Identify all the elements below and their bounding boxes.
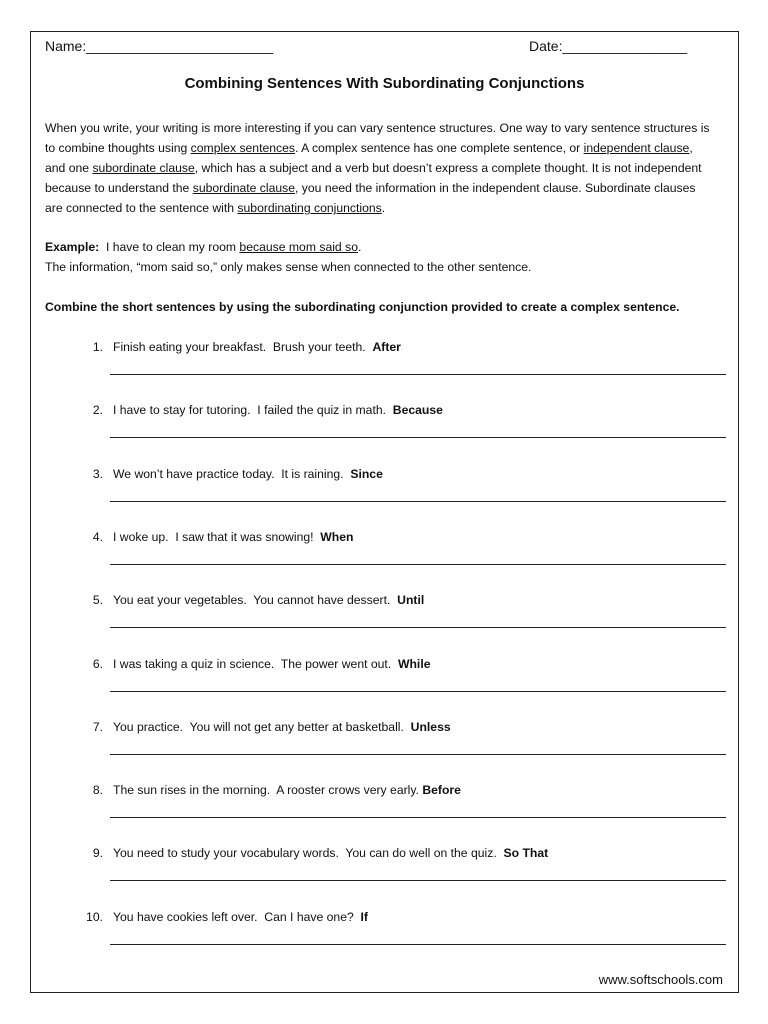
conjunction-label: When — [320, 529, 354, 544]
answer-line[interactable] — [110, 374, 726, 375]
conjunction-label: Since — [350, 466, 383, 481]
conjunction-label: Before — [422, 783, 461, 798]
question-number: 1. — [92, 340, 103, 354]
website-footer: www.softschools.com — [598, 972, 723, 987]
example-text: I have to clean my room — [99, 240, 240, 254]
question-item — [31, 467, 738, 507]
question-item — [31, 593, 738, 633]
conjunction-label: If — [360, 909, 368, 924]
term-subordinate-clause: subordinate clause — [92, 161, 195, 175]
question-text-wrap — [113, 720, 451, 734]
intro-text: , and one — [45, 141, 693, 175]
question-text-wrap — [113, 657, 430, 671]
question-sentences: We won’t have practice today. It is raining. — [113, 466, 351, 481]
conjunction-label: Because — [392, 403, 443, 418]
intro-text: . A complex sentence has one complete sentence, or — [295, 141, 584, 155]
question-sentences: I was taking a quiz in science. The power went out. — [113, 656, 398, 671]
instructions: Combine the short sentences by using the subordinating conjunction provided to create a complex sentence. — [45, 300, 680, 314]
question-number: 4. — [92, 529, 103, 544]
question-item — [31, 657, 738, 697]
question-number: 2. — [92, 403, 103, 418]
question-number: 3. — [92, 466, 103, 481]
answer-line[interactable] — [110, 437, 726, 438]
question-item — [31, 403, 738, 443]
question-item — [31, 783, 738, 823]
answer-line[interactable] — [110, 564, 726, 565]
question-sentences: You have cookies left over. Can I have one? — [113, 909, 361, 924]
answer-line[interactable] — [110, 880, 726, 881]
question-text-wrap — [113, 467, 383, 481]
question-text-wrap — [113, 846, 548, 860]
name-field-label: Name:________________________ — [45, 38, 274, 54]
question-number: 6. — [92, 656, 103, 671]
term-complex-sentences: complex sentences — [190, 141, 295, 155]
term-subordinate-clause: subordinate clause — [192, 181, 296, 195]
question-sentences: You practice. You will not get any better at basketball. — [113, 719, 411, 734]
date-field-label: Date:________________ — [529, 38, 688, 54]
conjunction-label: While — [397, 656, 431, 671]
conjunction-label: Unless — [410, 719, 451, 734]
question-item — [31, 530, 738, 570]
question-item — [31, 720, 738, 760]
conjunction-label: So That — [503, 846, 549, 861]
example-subordinate-clause: because mom said so — [239, 240, 358, 254]
intro-text: . — [381, 201, 386, 215]
example-label: Example: — [45, 240, 100, 254]
intro-text: , you need the information in the independent clause. Subordinate clauses are connected to the sentence with — [45, 181, 696, 215]
example-sentence — [45, 237, 715, 257]
question-text-wrap — [113, 783, 461, 797]
term-independent-clause: independent clause — [583, 141, 690, 155]
conjunction-label: After — [372, 340, 401, 354]
intro-text: , which has a subject and a verb but doesn’t express a complete thought. It is not independent because to understand the — [45, 161, 702, 195]
question-sentences: I have to stay for tutoring. I failed the quiz in math. — [113, 403, 393, 418]
question-number: 10. — [86, 909, 103, 924]
question-sentences: You eat your vegetables. You cannot have dessert. — [113, 593, 398, 608]
question-text-wrap — [113, 340, 401, 354]
term-subordinating-conjunctions: subordinating conjunctions — [237, 201, 382, 215]
worksheet-title: Combining Sentences With Subordinating Conjunctions — [184, 75, 585, 92]
question-sentences: Finish eating your breakfast. Brush your teeth. — [113, 340, 373, 354]
answer-line[interactable] — [110, 754, 726, 755]
question-text-wrap — [113, 910, 368, 924]
example-note: The information, “mom said so,” only makes sense when connected to the other sentence. — [45, 260, 532, 274]
example-block — [45, 237, 715, 277]
question-text-wrap — [113, 530, 353, 544]
example-text: . — [357, 240, 362, 254]
question-sentences: I woke up. I saw that it was snowing! — [113, 529, 321, 544]
answer-line[interactable] — [110, 817, 726, 818]
answer-line[interactable] — [110, 501, 726, 502]
question-number: 7. — [92, 719, 103, 734]
conjunction-label: Until — [397, 593, 425, 608]
worksheet — [30, 31, 739, 993]
question-sentences: The sun rises in the morning. A rooster crows very early. — [113, 783, 423, 798]
question-number: 5. — [92, 593, 103, 608]
intro-paragraph — [45, 118, 715, 218]
question-item — [31, 846, 738, 886]
question-text-wrap — [113, 593, 424, 607]
intro-text: When you write, your writing is more interesting if you can vary sentence structures. One way to vary sentence structures is to combine thoughts using — [45, 121, 710, 155]
question-number: 9. — [92, 846, 103, 861]
question-text-wrap — [113, 403, 443, 417]
answer-line[interactable] — [110, 627, 726, 628]
question-item — [31, 910, 738, 950]
question-sentences: You need to study your vocabulary words. You can do well on the quiz. — [113, 846, 504, 861]
answer-line[interactable] — [110, 944, 726, 945]
answer-line[interactable] — [110, 691, 726, 692]
question-number: 8. — [92, 783, 103, 798]
question-item — [31, 340, 738, 380]
